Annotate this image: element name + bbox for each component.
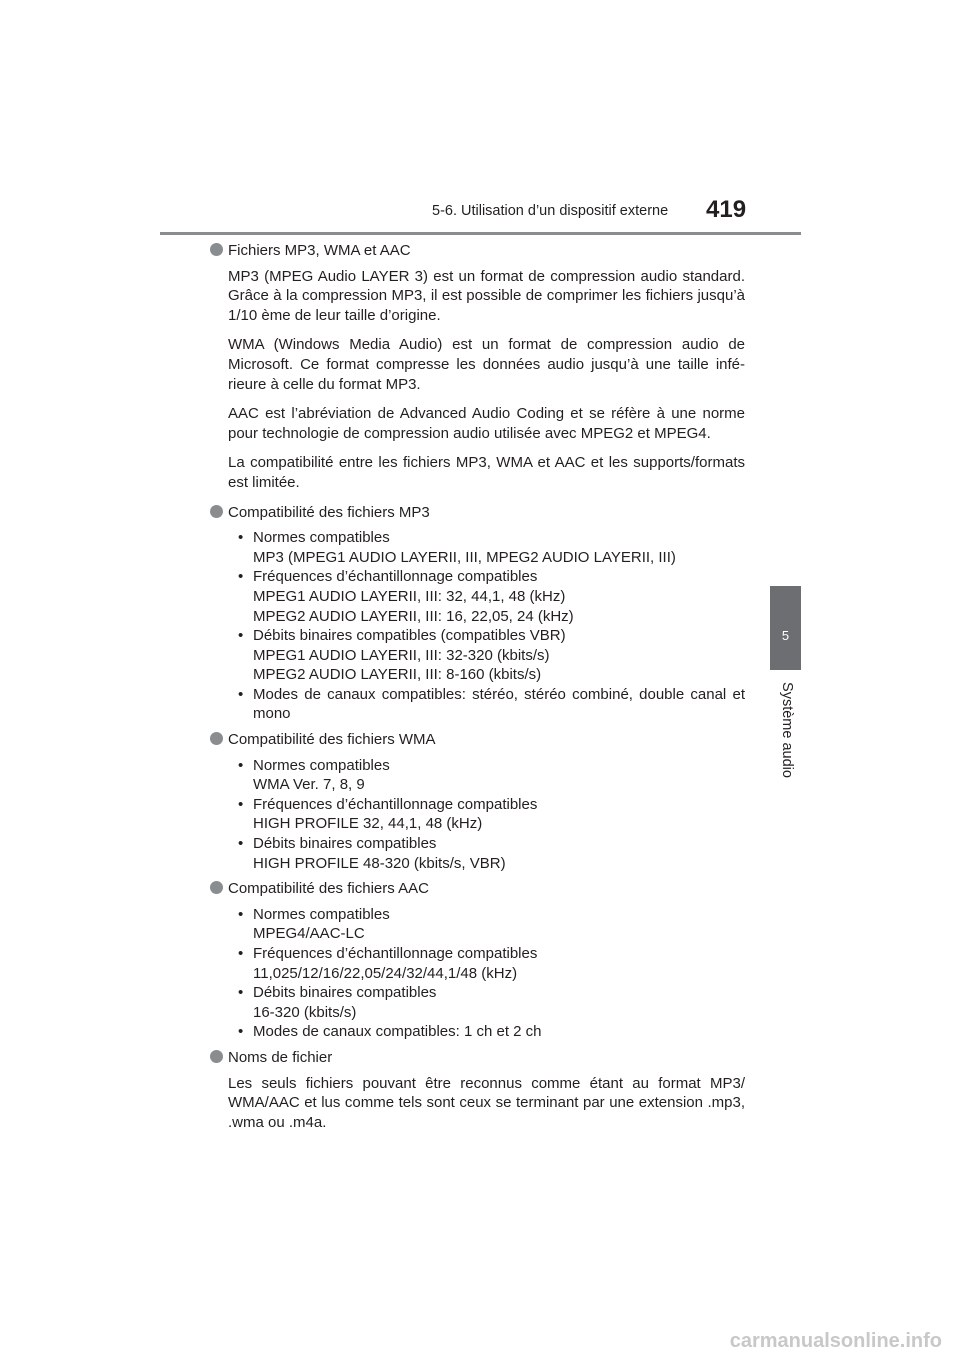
section-heading: [228, 1048, 745, 1068]
paragraph: MP3 (MPEG Audio LAYER 3) est un format de compression audio standard. Grâce à la compression MP3, il est possible de comprimer les fichiers jusqu’à 1/10 ème de leur taille d’origine.: [228, 267, 745, 324]
list-item: [228, 685, 745, 724]
section-title: Fichiers MP3, WMA et AAC: [228, 242, 411, 259]
section-title: Compatibilité des fichiers MP3: [228, 503, 430, 521]
spec-list: [228, 756, 745, 874]
item-label: Modes de canaux compatibles: 1 ch et 2 ch: [253, 1023, 542, 1041]
spec-list: [228, 905, 745, 1042]
chapter-tab-label: Système audio: [779, 682, 795, 778]
page-body: [228, 241, 745, 1142]
list-bullet: •: [238, 984, 244, 1002]
paragraph: AAC est l’abréviation de Advanced Audio Coding et se réfère à une norme pour technologie de compression audio utilisée avec MPEG2 et MPEG4.: [228, 405, 745, 442]
item-detail: HIGH PROFILE 48-320 (kbits/s, VBR): [253, 854, 506, 872]
page-number: 419: [706, 196, 747, 223]
item-label: Normes compatibles: [253, 529, 390, 547]
item-label: Débits binaires compatibles: [253, 835, 437, 853]
item-detail: 16-320 (kbits/s): [253, 1003, 357, 1021]
list-item: [228, 626, 745, 685]
section-title: Compatibilité des fichiers WMA: [228, 731, 436, 749]
item-detail: HIGH PROFILE 32, 44,1, 48 (kHz): [253, 815, 483, 833]
list-item: [228, 528, 745, 567]
section-title: Compatibilité des fichiers AAC: [228, 880, 429, 898]
item-label: Fréquences d’échantillonnage compatibles: [253, 795, 538, 813]
item-detail: MPEG2 AUDIO LAYERII, III: 8-160 (kbits/s): [253, 666, 542, 684]
list-bullet: •: [238, 685, 244, 703]
item-label: Fréquences d’échantillonnage compatibles: [253, 568, 538, 586]
list-bullet: •: [238, 945, 244, 962]
item-detail: 11,025/12/16/22,05/24/32/44,1/48 (kHz): [253, 964, 518, 982]
list-bullet: •: [238, 568, 244, 586]
bullet-icon: [210, 505, 223, 518]
list-item: [228, 944, 745, 983]
list-bullet: •: [238, 1023, 244, 1041]
item-label: Fréquences d’échantillonnage compatibles: [253, 945, 538, 962]
item-label: Débits binaires compatibles (compatibles VBR): [253, 627, 566, 645]
section-heading: [228, 241, 745, 261]
list-bullet: •: [238, 529, 244, 547]
item-detail: MPEG1 AUDIO LAYERII, III: 32-320 (kbits/s): [253, 646, 550, 664]
spec-list: [228, 528, 745, 724]
list-item: [228, 1022, 745, 1042]
item-label: Normes compatibles: [253, 756, 390, 774]
list-item: [228, 905, 745, 944]
section-title: Noms de fichier: [228, 1048, 333, 1066]
item-label: Modes de canaux compatibles: stéréo, stéréo combiné, double canal et mono: [253, 685, 745, 723]
section-heading: [228, 879, 745, 899]
list-bullet: •: [238, 627, 244, 645]
list-item: [228, 983, 745, 1022]
section-heading: [228, 730, 745, 750]
item-detail: MPEG4/AAC-LC: [253, 925, 365, 943]
bullet-icon: [210, 732, 223, 745]
list-bullet: •: [238, 756, 244, 774]
item-label: Normes compatibles: [253, 905, 390, 923]
item-label: Débits binaires compatibles: [253, 984, 437, 1002]
watermark: carmanualsonline.info: [729, 1330, 942, 1352]
item-detail: MPEG1 AUDIO LAYERII, III: 32, 44,1, 48 (kHz): [253, 587, 566, 605]
running-header-title: 5-6. Utilisation d’un dispositif externe: [432, 203, 669, 219]
chapter-tab-number: 5: [781, 628, 790, 643]
list-bullet: •: [238, 835, 244, 853]
bullet-icon: [210, 881, 223, 894]
header-divider: [160, 232, 801, 235]
section-heading: [228, 503, 745, 523]
list-item: [228, 567, 745, 626]
list-item: [228, 756, 745, 795]
bullet-icon: [210, 243, 223, 256]
chapter-tab: [770, 586, 801, 670]
paragraph: La compatibilité entre les fichiers MP3, WMA et AAC et les supports/formats est limitée.: [228, 454, 745, 491]
chapter-tab-label-box: [773, 675, 801, 785]
list-item: [228, 795, 745, 834]
paragraph: WMA (Windows Media Audio) est un format de compression audio de Microsoft. Ce format compresse les données audio jusqu’à une taille infé- rieure à celle du format MP3.: [228, 336, 745, 393]
paragraph: Les seuls fichiers pouvant être reconnus comme étant au format MP3/ WMA/AAC et lus comme tels sont ceux se terminant par une extension .mp3, .wma ou .m4a.: [228, 1074, 745, 1131]
item-detail: MPEG2 AUDIO LAYERII, III: 16, 22,05, 24 (kHz): [253, 607, 574, 625]
item-detail: MP3 (MPEG1 AUDIO LAYERII, III, MPEG2 AUDIO LAYERII, III): [253, 548, 676, 566]
bullet-icon: [210, 1050, 223, 1063]
item-detail: WMA Ver. 7, 8, 9: [253, 776, 365, 794]
list-item: [228, 834, 745, 873]
list-bullet: •: [238, 795, 244, 813]
list-bullet: •: [238, 905, 244, 923]
